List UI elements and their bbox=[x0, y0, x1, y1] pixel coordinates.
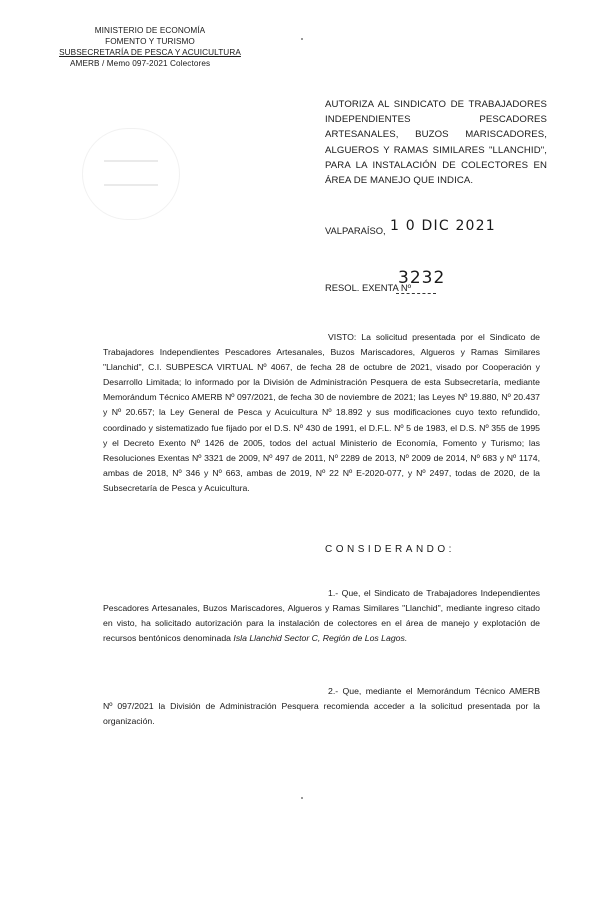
header-reference: AMERB / Memo 097-2021 Colectores bbox=[70, 59, 211, 68]
scan-speck bbox=[301, 797, 303, 799]
considerando-2-paragraph: 2.- Que, mediante el Memorándum Técnico AMERB Nº 097/2021 la División de Administración Pesquera recomienda acceder a la solicitud presentada por la organización. bbox=[103, 686, 540, 727]
considerando-1-text: 1.- Que, el Sindicato de Trabajadores Independientes Pescadores Artesanales, Buzos Mariscadores, Algueros y Ramas Similares "Llanchid", mediante ingreso citado en visto, ha solicitado autorización para la instalación de colectores en el área de manejo y explotación de recursos bentónicos denominada bbox=[103, 588, 540, 644]
visto-paragraph: VISTO: La solicitud presentada por el Sindicato de Trabajadores Independientes Pescadores Artesanales, Buzos Mariscadores, Algueros y Ramas Similares "Llanchid", C.I. SUBPESCA VIRTUAL Nº 4067, de fecha 28 de octubre de 2021, visado por Cooperación y Desarrollo Limitada; lo informado por la División de Administración Pesquera de esta Subsecretaría, mediante Memorándum Técnico AMERB Nº 097/2021, de fecha 30 de noviembre de 2021; las Leyes Nº 19.880, Nº 20.437 y Nº 20.657; la Ley General de Pesca y Acuicultura Nº 18.892 y sus modificaciones cuyo texto refundido, coordinado y sistematizado fue fijado por el D.S. Nº 430 de 1991, el D.F.L. Nº 5 de 1983, el D.S. Nº 355 de 1995 y el Decreto Exento Nº 1426 de 2005, todos del actual Ministerio de Economía, Fomento y Turismo; las Resoluciones Exentas Nº 3321 de 2009, Nº 497 de 2011, Nº 2289 de 2013, Nº 2009 de 2014, Nº 683 y Nº 1174, ambas de 2018, Nº 346 y Nº 663, ambas de 2019, Nº 22 Nº E-2020-077, y Nº 2497, todas de 2020, de la Subsecretaría de Pesca y Acuicultura. bbox=[103, 332, 540, 493]
faded-seal-inner bbox=[104, 160, 158, 186]
resolution-label: RESOL. EXENTA Nº bbox=[325, 282, 412, 293]
resolution-underline bbox=[396, 293, 436, 294]
place-label: VALPARAÍSO, bbox=[325, 225, 386, 236]
considerando-heading: CONSIDERANDO: bbox=[325, 544, 455, 555]
considerando-1-paragraph bbox=[103, 586, 540, 646]
scan-speck bbox=[301, 38, 303, 40]
header-subsecretaria: SUBSECRETARÍA DE PESCA Y ACUICULTURA bbox=[59, 48, 241, 57]
resolution-number: 3232 bbox=[398, 268, 446, 288]
resolution-title: AUTORIZA AL SINDICATO DE TRABAJADORES INDEPENDIENTES PESCADORES ARTESANALES, BUZOS MARISCADORES, ALGUEROS Y RAMAS SIMILARES "LLANCHID", PARA LA INSTALACIÓN DE COLECTORES EN ÁREA DE MANEJO QUE INDICA. bbox=[325, 99, 547, 187]
considerando-1-area-name: Isla Llanchid Sector C, Región de Los Lagos. bbox=[233, 633, 408, 644]
header-ministry-sub: FOMENTO Y TURISMO bbox=[105, 37, 195, 46]
header-ministry: MINISTERIO DE ECONOMÍA bbox=[94, 26, 206, 35]
date-stamp: 1 0 DIC 2021 bbox=[390, 218, 496, 234]
